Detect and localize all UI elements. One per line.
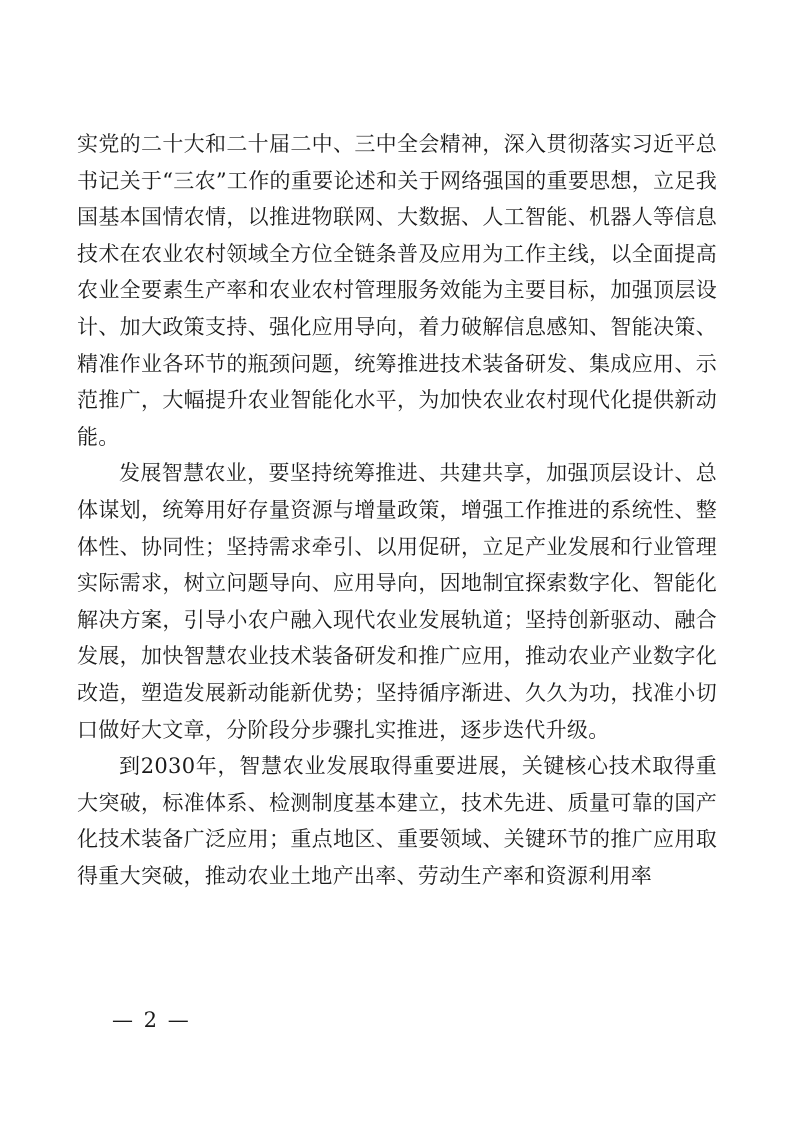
body-text (77, 126, 717, 894)
paragraph-2: 发展智慧农业，要坚持统筹推进、共建共享，加强顶层设计、总体谋划，统筹用好存量资源与增量政策，增强工作推进的系统性、整体性、协同性；坚持需求牵引、以用促研，立足产业发展和行业管理实际需求，树立问题导向、应用导向，因地制宜探索数字化、智能化解决方案，引导小农户融入现代农业发展轨道；坚持创新驱动、融合发展，加快智慧农业技术装备研发和推广应用，推动农业产业数字化改造，塑造发展新动能新优势；坚持循序渐进、久久为功，找准小切口做好大文章，分阶段分步骤扎实推进，逐步迭代升级。 (77, 461, 717, 742)
paragraph-3: 到2030年，智慧农业发展取得重要进展，关键核心技术取得重大突破，标准体系、检测制度基本建立，技术先进、质量可靠的国产化技术装备广泛应用；重点地区、重要领域、关键环节的推广应用取得重大突破，推动农业土地产出率、劳动生产率和资源利用率 (77, 754, 717, 888)
page-number: — 2 — (112, 1008, 191, 1032)
paragraph-1: 实党的二十大和二十届二中、三中全会精神，深入贯彻落实习近平总书记关于“三农”工作的重要论述和关于网络强国的重要思想，立足我国基本国情农情，以推进物联网、大数据、人工智能、机器人等信息技术在农业农村领域全方位全链条普及应用为工作主线，以全面提高农业全要素生产率和农业农村管理服务效能为主要目标，加强顶层设计、加大政策支持、强化应用导向，着力破解信息感知、智能决策、精准作业各环节的瓶颈问题，统筹推进技术装备研发、集成应用、示范推广，大幅提升农业智能化水平，为加快农业农村现代化提供新动能。 (77, 132, 717, 449)
